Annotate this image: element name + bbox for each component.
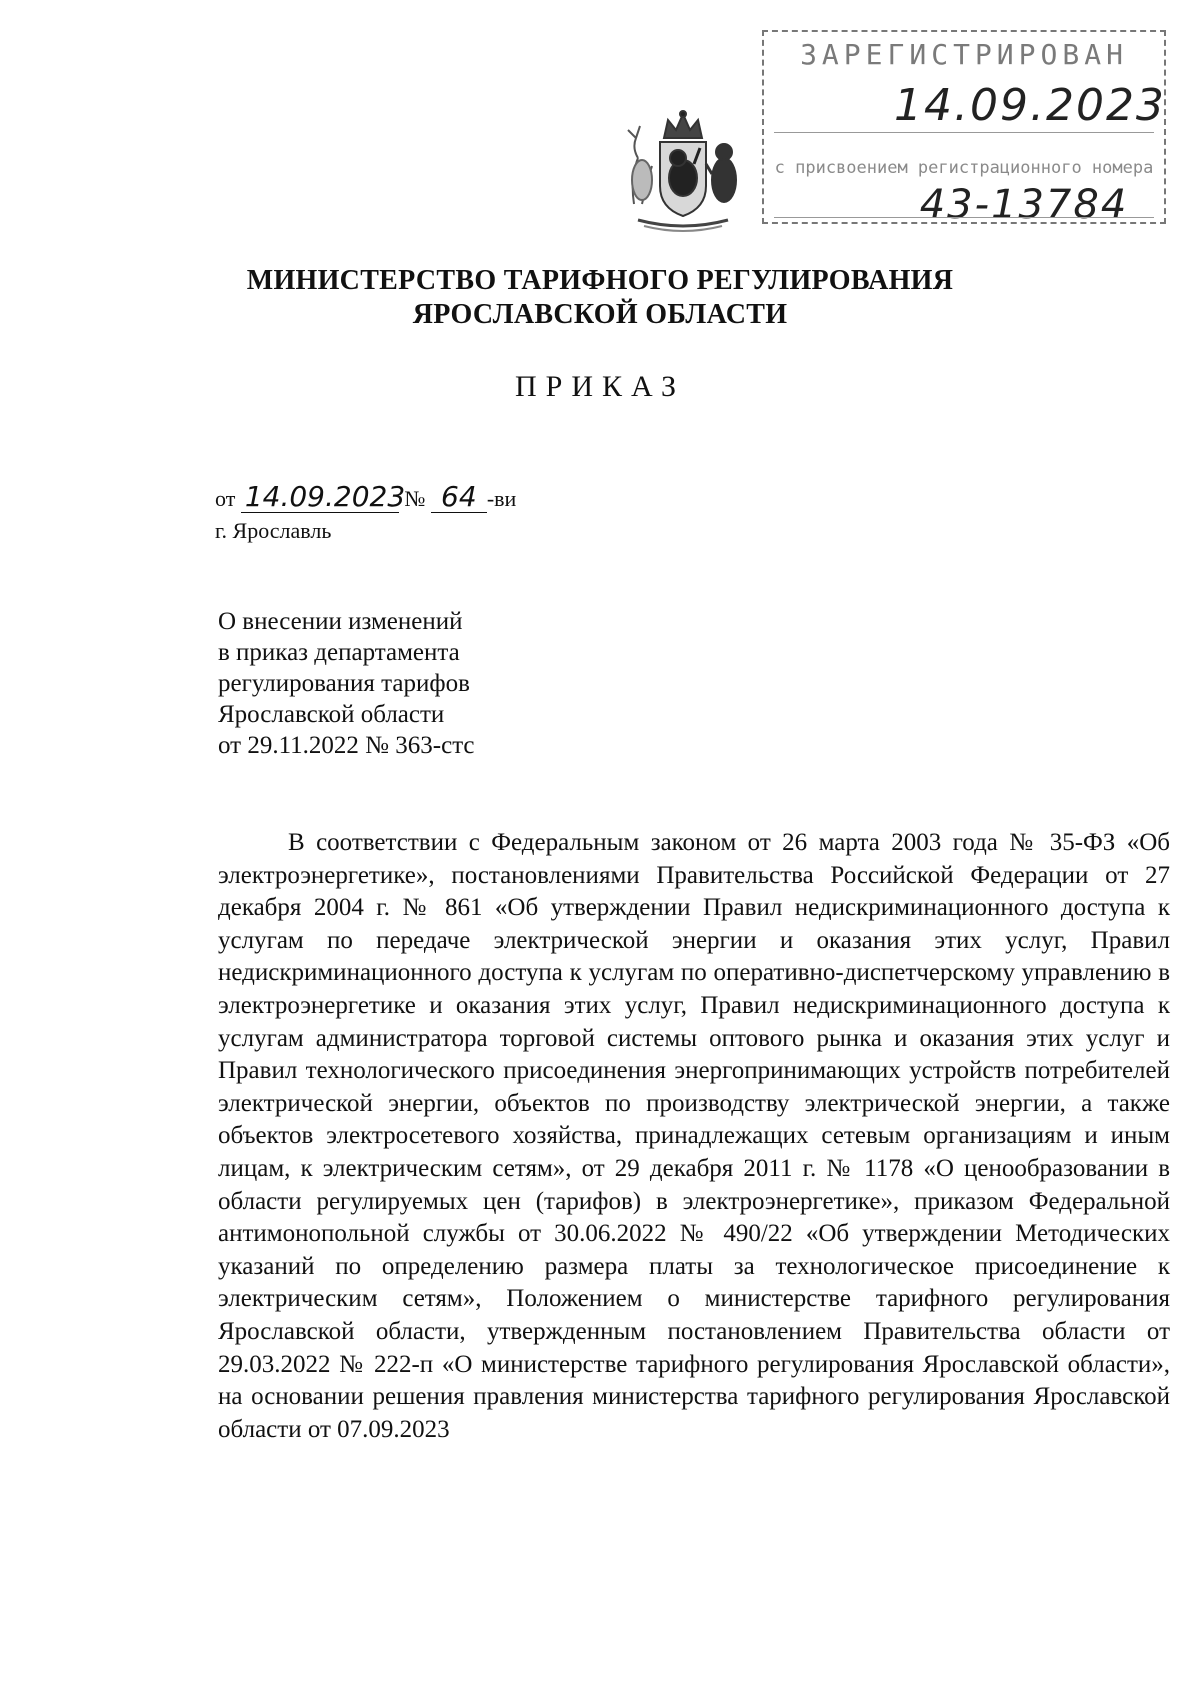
stamp-date: 14.09.2023: [894, 80, 1166, 131]
order-date: 14.09.2023: [241, 482, 399, 513]
order-subject: [218, 606, 618, 761]
subject-line: от 29.11.2022 № 363-стс: [218, 732, 475, 759]
document-type: ПРИКАЗ: [515, 370, 685, 403]
ministry-name-line2: ЯРОСЛАВСКОЙ ОБЛАСТИ: [412, 299, 788, 330]
ministry-name: [200, 264, 1000, 332]
order-date-number: [215, 482, 516, 513]
stamp-title: ЗАРЕГИСТРИРОВАН: [800, 38, 1128, 71]
stamp-registration-number: 43-13784: [919, 182, 1129, 228]
subject-line: регулирования тарифов: [218, 670, 470, 697]
order-prefix: от: [215, 486, 236, 511]
subject-line: в приказ департамента: [218, 639, 460, 666]
subject-line: О внесении изменений: [218, 608, 463, 635]
stamp-divider-bottom: [774, 217, 1154, 218]
stamp-divider: [774, 132, 1154, 133]
registration-stamp: [762, 30, 1166, 228]
order-number-sign: №: [404, 486, 426, 511]
order-number: 64: [431, 482, 487, 513]
coat-of-arms-icon: [608, 108, 758, 238]
order-suffix: -ви: [486, 486, 517, 511]
order-city: г. Ярославль: [215, 518, 332, 543]
preamble-paragraph: В соответствии с Федеральным законом от 26 марта 2003 года № 35-ФЗ «Об электроэнергетике», постановлениями Правительства Российской Федерации от 27 декабря 2004 г. № 861 «Об утверждении Правил недискриминационного доступа к услугам по передаче электрической энергии и оказания этих услуг, Правил недискриминационного доступа к услугам по оперативно-диспетчерскому управлению в электроэнергетике и оказания этих услуг, Правил недискриминационного доступа к услугам администратора торговой системы оптового рынка и оказания этих услуг и Правил технологического присоединения энергопринимающих устройств потребителей электрической энергии, объектов по производству электрической энергии, а также объектов электросетевого хозяйства, принадлежащих сетевым организациям и иным лицам, к электрическим сетям», от 29 декабря 2011 г. № 1178 «О ценообразовании в области регулируемых цен (тарифов) в электроэнергетике», приказом Федеральной антимонопольной службы от 30.06.2022 № 490/22 «Об утверждении Методических указаний по определению размера платы за технологическое присоединение к электрическим сетям», Положением о министерстве тарифного регулирования Ярославской области, утвержденным постановлением Правительства области от 29.03.2022 № 222-п «О министерстве тарифного регулирования Ярославской области», на основании решения правления министерства тарифного регулирования Ярославской области от 07.09.2023: [218, 829, 1170, 1443]
stamp-subtitle: с присвоением регистрационного номера: [774, 158, 1154, 178]
ministry-name-line1: МИНИСТЕРСТВО ТАРИФНОГО РЕГУЛИРОВАНИЯ: [246, 265, 954, 296]
subject-line: Ярославской области: [218, 701, 445, 728]
